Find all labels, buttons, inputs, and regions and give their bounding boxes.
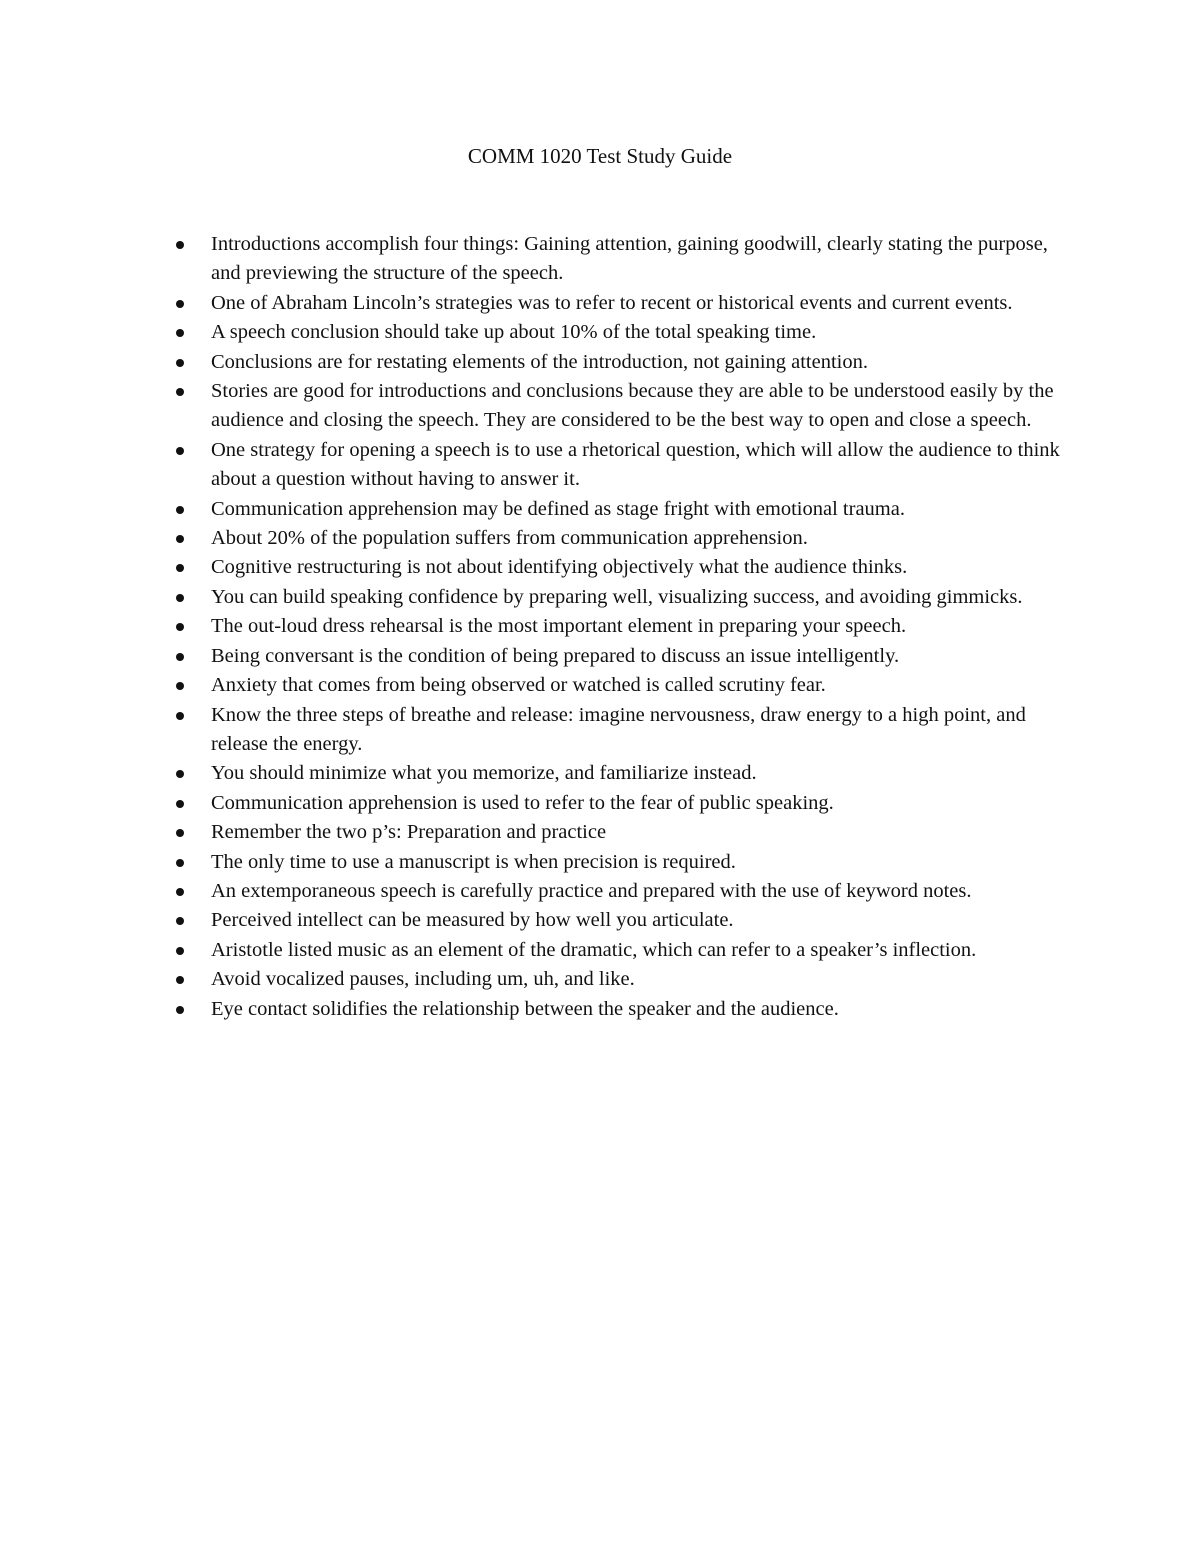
bullet-icon: [176, 388, 184, 396]
list-item-text: Conclusions are for restating elements of the introduction, not gaining attention.: [211, 350, 868, 373]
list-item-text: Being conversant is the condition of being prepared to discuss an issue intelligently.: [211, 644, 900, 667]
bullet-icon: [176, 623, 184, 631]
bullet-icon: [176, 888, 184, 896]
bullet-icon: [176, 976, 184, 984]
bullet-icon: [176, 682, 184, 690]
bullet-icon: [176, 564, 184, 572]
list-item: [211, 318, 1071, 347]
bullet-icon: [176, 241, 184, 249]
bullet-icon: [176, 594, 184, 602]
list-item-text: About 20% of the population suffers from communication apprehension.: [211, 527, 808, 550]
bullet-icon: [176, 653, 184, 661]
list-item: [211, 906, 1071, 935]
list-item-text: You can build speaking confidence by preparing well, visualizing success, and avoiding gimmicks.: [211, 585, 1023, 608]
list-item-text: Introductions accomplish four things: Gaining attention, gaining goodwill, clearly stating the purpose, and previewing the structure of the speech.: [211, 233, 1048, 285]
list-item: [211, 701, 1071, 760]
bullet-icon: [176, 712, 184, 720]
bullet-list: [211, 230, 1071, 1024]
bullet-icon: [176, 506, 184, 514]
list-item-text: The only time to use a manuscript is when precision is required.: [211, 850, 736, 873]
bullet-icon: [176, 917, 184, 925]
bullet-icon: [176, 359, 184, 367]
list-item-text: One of Abraham Lincoln’s strategies was to refer to recent or historical events and current events.: [211, 291, 1013, 314]
list-item: [211, 377, 1071, 436]
bullet-icon: [176, 947, 184, 955]
list-item-text: Eye contact solidifies the relationship between the speaker and the audience.: [211, 997, 839, 1020]
list-item-text: You should minimize what you memorize, and familiarize instead.: [211, 762, 757, 785]
list-item-text: Perceived intellect can be measured by how well you articulate.: [211, 909, 734, 932]
list-item: [211, 583, 1071, 612]
list-item: [211, 671, 1071, 700]
bullet-icon: [176, 800, 184, 808]
bullet-icon: [176, 300, 184, 308]
page-title: COMM 1020 Test Study Guide: [467, 144, 733, 168]
list-item: [211, 995, 1071, 1024]
list-item-text: Anxiety that comes from being observed or watched is called scrutiny fear.: [211, 674, 826, 697]
list-item-text: The out-loud dress rehearsal is the most important element in preparing your speech.: [211, 615, 907, 638]
list-item: [211, 495, 1071, 524]
list-item-text: Know the three steps of breathe and release: imagine nervousness, draw energy to a high point, and release the energy.: [211, 703, 1026, 755]
list-item-text: Stories are good for introductions and conclusions because they are able to be understood easily by the audience and closing the speech. They are considered to be the best way to open and close a speech.: [211, 380, 1054, 432]
bullet-icon: [176, 329, 184, 337]
bullet-icon: [176, 1006, 184, 1014]
list-item: [211, 642, 1071, 671]
list-item: [211, 877, 1071, 906]
bullet-icon: [176, 535, 184, 543]
list-item: [211, 818, 1071, 847]
list-item: [211, 289, 1071, 318]
list-item: [211, 230, 1071, 289]
bullet-icon: [176, 829, 184, 837]
list-item-text: One strategy for opening a speech is to use a rhetorical question, which will allow the audience to think about a question without having to answer it.: [211, 438, 1060, 491]
list-item-text: Cognitive restructuring is not about identifying objectively what the audience thinks.: [211, 556, 908, 579]
list-item-text: Remember the two p’s: Preparation and practice: [211, 821, 607, 844]
list-item-text: Aristotle listed music as an element of the dramatic, which can refer to a speaker’s inflection.: [211, 938, 977, 961]
list-item: [211, 524, 1071, 553]
list-item: [211, 612, 1071, 641]
list-item: [211, 965, 1071, 994]
list-item-text: Avoid vocalized pauses, including um, uh, and like.: [211, 968, 635, 991]
list-item-text: Communication apprehension may be defined as stage fright with emotional trauma.: [211, 497, 905, 520]
list-item: [211, 436, 1071, 495]
bullet-icon: [176, 447, 184, 455]
list-item: [211, 789, 1071, 818]
bullet-icon: [176, 770, 184, 778]
list-item: [211, 848, 1071, 877]
list-item: [211, 759, 1071, 788]
list-item: [211, 348, 1071, 377]
bullet-icon: [176, 859, 184, 867]
list-item-text: A speech conclusion should take up about 10% of the total speaking time.: [211, 321, 817, 344]
list-item: [211, 553, 1071, 582]
list-item: [211, 936, 1071, 965]
list-item-text: An extemporaneous speech is carefully practice and prepared with the use of keyword notes.: [211, 879, 972, 902]
list-item-text: Communication apprehension is used to refer to the fear of public speaking.: [211, 791, 834, 814]
